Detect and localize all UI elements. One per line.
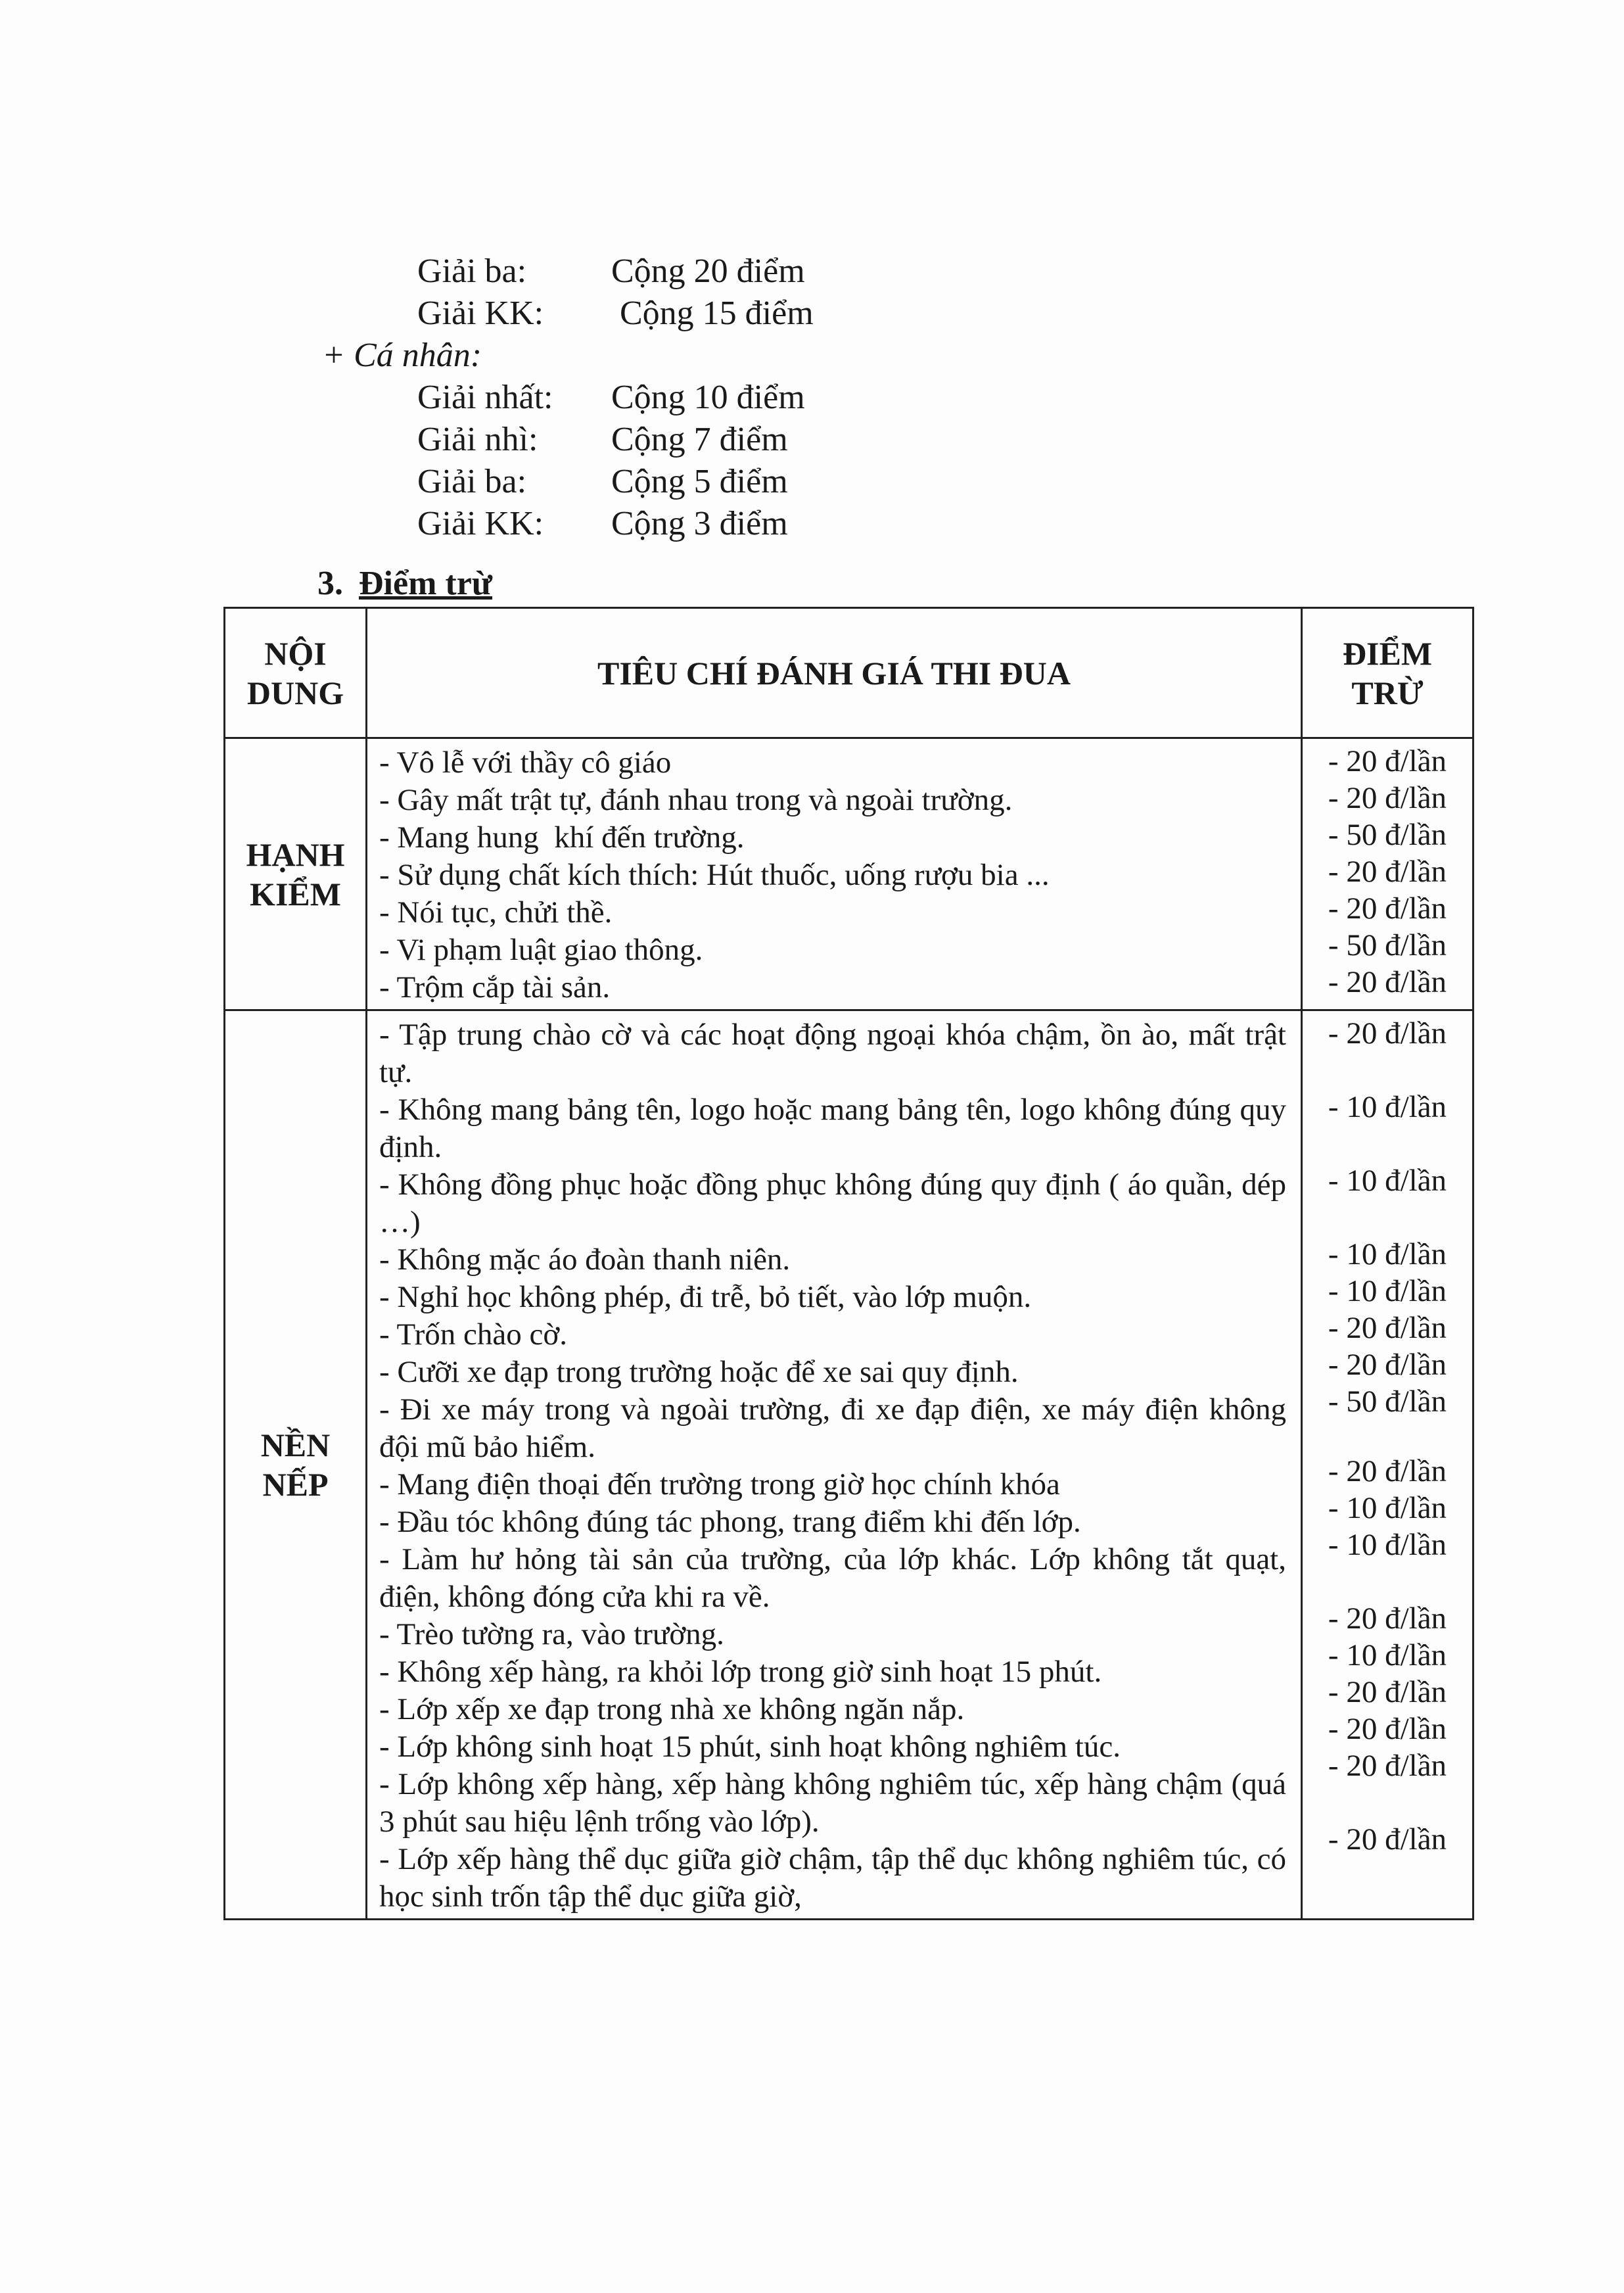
points-value: - 10 đ/lần (1328, 1274, 1447, 1308)
header-content (225, 608, 367, 738)
header-content-line: DUNG (246, 674, 344, 711)
points-value: - 20 đ/lần (1328, 1675, 1447, 1709)
prize-row (315, 376, 814, 418)
header-points-line: ĐIỂM (1342, 634, 1433, 672)
prize-row (315, 418, 814, 460)
prize-label: Giải nhất: (417, 378, 553, 416)
prize-row (315, 292, 814, 334)
prize-value: Cộng 3 điểm (611, 504, 788, 542)
category-label-line: NẾP (262, 1466, 329, 1503)
prize-value: Cộng 20 điểm (611, 252, 805, 290)
criteria-item: - Nói tục, chửi thề. (379, 895, 613, 930)
header-content-line: NỘI (264, 634, 327, 672)
criteria-item: - Trốn chào cờ. (379, 1317, 567, 1352)
points-value: - 20 đ/lần (1328, 1348, 1447, 1382)
points-value: - 20 đ/lần (1328, 1749, 1447, 1783)
section-title: Điểm trừ (359, 565, 492, 602)
points-value: - 20 đ/lần (1328, 1454, 1447, 1488)
criteria-item: - Không xếp hàng, ra khỏi lớp trong giờ sinh hoạt 15 phút. (379, 1655, 1102, 1689)
criteria-list (367, 1010, 1302, 1920)
criteria-item: - Không mặc áo đoàn thanh niên. (379, 1242, 791, 1277)
points-value: - 50 đ/lần (1328, 928, 1447, 962)
points-value: - 20 đ/lần (1328, 965, 1447, 999)
points-value: - 10 đ/lần (1328, 1491, 1447, 1525)
criteria-item: - Lớp không sinh hoạt 15 phút, sinh hoạt không nghiêm túc. (379, 1730, 1121, 1764)
points-value: - 10 đ/lần (1328, 1237, 1447, 1271)
criteria-table (223, 607, 1474, 1920)
prize-value: Cộng 7 điểm (611, 420, 788, 458)
points-value: - 10 đ/lần (1328, 1638, 1447, 1672)
points-value: - 20 đ/lần (1328, 744, 1447, 778)
criteria-item: - Nghỉ học không phép, đi trễ, bỏ tiết, vào lớp muộn. (379, 1280, 1032, 1314)
prize-value: Cộng 10 điểm (611, 378, 805, 416)
prize-label: Giải ba: (417, 462, 527, 500)
criteria-item: - Đi xe máy trong và ngoài trường, đi xe đạp điện, xe máy điện không đội mũ bảo hiểm. (379, 1392, 1286, 1464)
individual-title: + Cá nhân: (322, 336, 482, 374)
header-points-line: TRỪ (1351, 674, 1424, 711)
criteria-item: - Mang hung khí đến trường. (379, 820, 745, 855)
points-value: - 20 đ/lần (1328, 781, 1447, 815)
points-value: - 20 đ/lần (1328, 1311, 1447, 1345)
criteria-item: - Cưỡi xe đạp trong trường hoặc để xe sai quy định. (379, 1355, 1019, 1389)
prize-label: Giải ba: (417, 252, 527, 290)
points-value: - 10 đ/lần (1328, 1164, 1447, 1198)
prize-label: Giải nhì: (417, 420, 538, 458)
points-value: - 50 đ/lần (1328, 1384, 1447, 1419)
criteria-item: - Đầu tóc không đúng tác phong, trang điểm khi đến lớp. (379, 1505, 1081, 1539)
criteria-item: - Sử dụng chất kích thích: Hút thuốc, uống rượu bia ... (379, 858, 1050, 892)
prize-label: Giải KK: (417, 294, 544, 332)
points-value: - 10 đ/lần (1328, 1528, 1447, 1562)
criteria-item: - Vi phạm luật giao thông. (379, 933, 703, 967)
points-value: - 20 đ/lần (1328, 1016, 1447, 1051)
points-value: - 20 đ/lần (1328, 1822, 1447, 1856)
criteria-item: - Lớp xếp hàng thể dục giữa giờ chậm, tập thể dục không nghiêm túc, có học sinh trốn tập thể dục giữa giờ, (379, 1842, 1286, 1914)
criteria-item: - Trèo tường ra, vào trường. (379, 1617, 724, 1651)
prize-value: Cộng 5 điểm (611, 462, 788, 500)
prize-row (315, 250, 814, 292)
points-list (1302, 1010, 1473, 1920)
prize-label: Giải KK: (417, 504, 544, 542)
prize-value: Cộng 15 điểm (611, 294, 814, 332)
criteria-item: - Lớp không xếp hàng, xếp hàng không nghiêm túc, xếp hàng chậm (quá 3 phút sau hiệu lệnh trống vào lớp). (379, 1767, 1286, 1839)
criteria-item: - Mang điện thoại đến trường trong giờ học chính khóa (379, 1467, 1060, 1501)
prize-row (315, 460, 814, 502)
points-value: - 20 đ/lần (1328, 1601, 1447, 1636)
category-row-nen-nep (225, 1010, 1473, 1920)
header-criteria: TIÊU CHÍ ĐÁNH GIÁ THI ĐUA (367, 608, 1302, 738)
points-value: - 20 đ/lần (1328, 891, 1447, 926)
section-heading (317, 564, 492, 603)
prize-list (315, 250, 814, 544)
criteria-item: - Lớp xếp xe đạp trong nhà xe không ngăn nắp. (379, 1692, 965, 1726)
category-row-hanh-kiem (225, 738, 1473, 1010)
criteria-list (367, 738, 1302, 1010)
criteria-item: - Trộm cắp tài sản. (379, 970, 611, 1005)
criteria-item: - Không mang bảng tên, logo hoặc mang bảng tên, logo không đúng quy định. (379, 1093, 1286, 1164)
points-value: - 20 đ/lần (1328, 855, 1447, 889)
criteria-item: - Gây mất trật tự, đánh nhau trong và ngoài trường. (379, 783, 1013, 817)
category-label-line: NỀN (260, 1427, 331, 1463)
header-row (225, 608, 1473, 738)
category-label (225, 1010, 367, 1920)
points-value: - 50 đ/lần (1328, 818, 1447, 852)
points-value: - 10 đ/lần (1328, 1090, 1447, 1124)
prize-row (315, 502, 814, 544)
category-label (225, 738, 367, 1010)
category-label-line: HẠNH (246, 836, 345, 873)
category-label-line: KIỂM (250, 875, 341, 912)
criteria-item: - Tập trung chào cờ và các hoạt động ngoại khóa chậm, ồn ào, mất trật tự. (379, 1018, 1286, 1089)
points-value: - 20 đ/lần (1328, 1712, 1447, 1746)
section-number: 3. (317, 565, 343, 602)
header-points (1302, 608, 1473, 738)
criteria-item: - Không đồng phục hoặc đồng phục không đúng quy định ( áo quần, dép …) (379, 1168, 1286, 1239)
points-list (1302, 738, 1473, 1010)
criteria-item: - Vô lễ với thầy cô giáo (379, 745, 672, 780)
criteria-item: - Làm hư hỏng tài sản của trường, của lớp khác. Lớp không tắt quạt, điện, không đóng cửa khi ra về. (379, 1542, 1286, 1614)
